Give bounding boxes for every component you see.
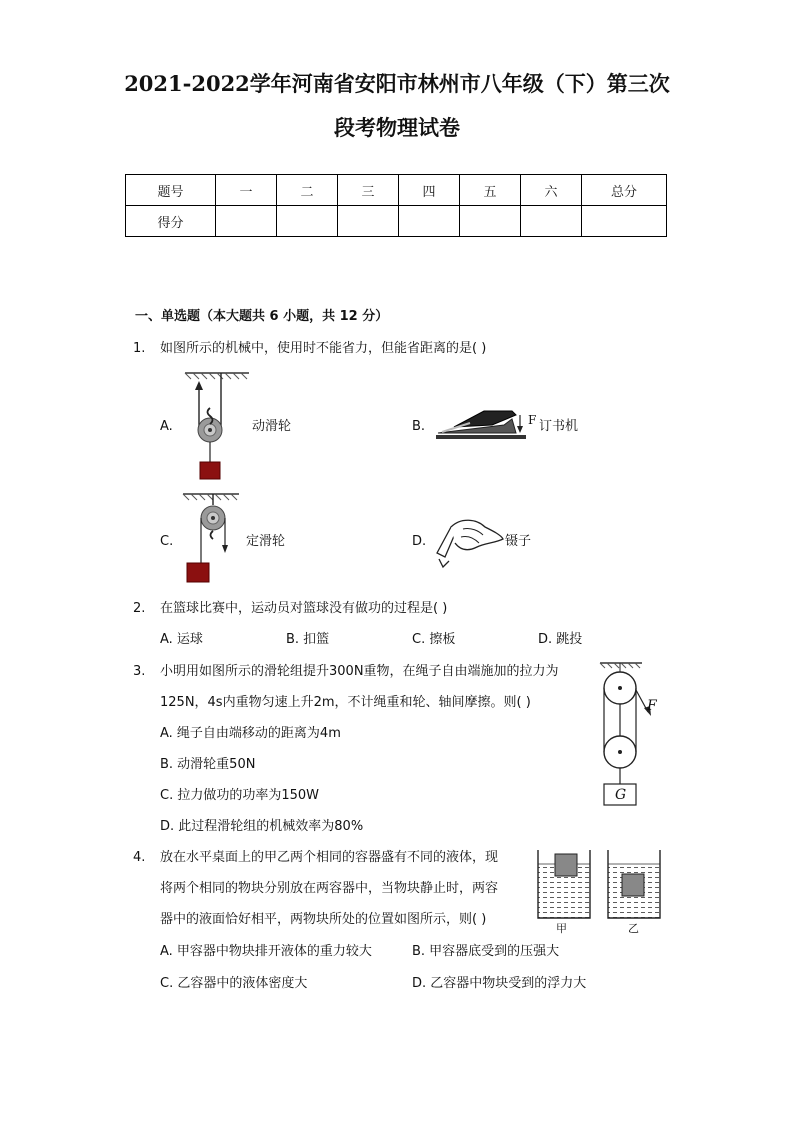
force-label: F xyxy=(647,698,657,714)
option: D. 此过程滑轮组的机械效率为80% xyxy=(160,819,364,834)
page-title-line2: 段考物理试卷 xyxy=(334,115,460,140)
container-label-yi: 乙 xyxy=(628,922,639,935)
option: A. 运球 xyxy=(160,632,203,647)
option: C. 拉力做功的功率为150W xyxy=(160,788,320,803)
option-letter: C. xyxy=(160,534,174,549)
score-header-cell: 四 xyxy=(399,175,460,206)
score-cell xyxy=(277,206,338,237)
question-text: 将两个相同的物块分别放在两容器中，当物块静止时，两容 xyxy=(160,881,499,896)
question-number: 2. xyxy=(133,601,146,616)
option-label: 订书机 xyxy=(539,419,579,434)
pulley-system-figure xyxy=(598,660,662,808)
question-text: 如图所示的机械中，使用时不能省力，但能省距离的是( ) xyxy=(160,341,487,356)
score-cell xyxy=(338,206,399,237)
option-label: 镊子 xyxy=(505,534,532,549)
option-letter: A. xyxy=(160,419,173,434)
tweezers-figure xyxy=(433,513,505,569)
option: B. 扣篮 xyxy=(286,632,330,647)
stapler-figure xyxy=(434,405,542,443)
section-heading: 一、单选题（本大题共 6 小题，共 12 分） xyxy=(135,309,389,324)
containers-figure xyxy=(536,850,664,922)
option: C. 擦板 xyxy=(412,632,456,647)
option-label: 动滑轮 xyxy=(252,419,292,434)
option-label: 定滑轮 xyxy=(246,534,286,549)
option: D. 跳投 xyxy=(538,632,583,647)
fixed-pulley-figure xyxy=(181,491,243,585)
score-header-cell: 五 xyxy=(460,175,521,206)
option-letter: B. xyxy=(412,419,426,434)
score-cell xyxy=(399,206,460,237)
option: A. 甲容器中物块排开液体的重力较大 xyxy=(160,944,372,959)
question-text: 放在水平桌面上的甲乙两个相同的容器盛有不同的液体，现 xyxy=(160,850,499,865)
movable-pulley-figure xyxy=(183,370,253,482)
score-cell xyxy=(521,206,582,237)
option: C. 乙容器中的液体密度大 xyxy=(160,976,308,991)
score-table-score-row xyxy=(126,206,667,237)
score-header-cell: 三 xyxy=(338,175,399,206)
score-cell xyxy=(216,206,277,237)
score-header-cell: 题号 xyxy=(126,175,216,206)
score-cell xyxy=(582,206,667,237)
question-text: 125N，4s内重物匀速上升2m，不计绳重和轮、轴间摩擦。则( ) xyxy=(160,695,531,710)
score-header-cell: 六 xyxy=(521,175,582,206)
score-header-cell: 总分 xyxy=(582,175,667,206)
weight-label: G xyxy=(615,787,627,803)
score-header-cell: 一 xyxy=(216,175,277,206)
score-table-header-row xyxy=(126,175,667,206)
question-number: 3. xyxy=(133,664,146,679)
page-title: 2021-2022学年河南省安阳市林州市八年级（下）第三次 xyxy=(124,71,670,96)
question-text: 器中的液面恰好相平，两物块所处的位置如图所示，则( ) xyxy=(160,912,487,927)
question-text: 小明用如图所示的滑轮组提升300N重物，在绳子自由端施加的拉力为 xyxy=(160,664,559,679)
option: A. 绳子自由端移动的距离为4m xyxy=(160,726,341,741)
question-text: 在篮球比赛中，运动员对篮球没有做功的过程是( ) xyxy=(160,601,448,616)
score-header-cell: 二 xyxy=(277,175,338,206)
question-number: 4. xyxy=(133,850,146,865)
score-cell xyxy=(460,206,521,237)
option: B. 甲容器底受到的压强大 xyxy=(412,944,560,959)
question-number: 1. xyxy=(133,341,146,356)
force-label: F xyxy=(528,413,537,427)
option-letter: D. xyxy=(412,534,427,549)
option: B. 动滑轮重50N xyxy=(160,757,256,772)
container-label-jia: 甲 xyxy=(556,922,567,935)
score-row-label: 得分 xyxy=(126,206,216,237)
score-table xyxy=(125,174,667,237)
option: D. 乙容器中物块受到的浮力大 xyxy=(412,976,587,991)
